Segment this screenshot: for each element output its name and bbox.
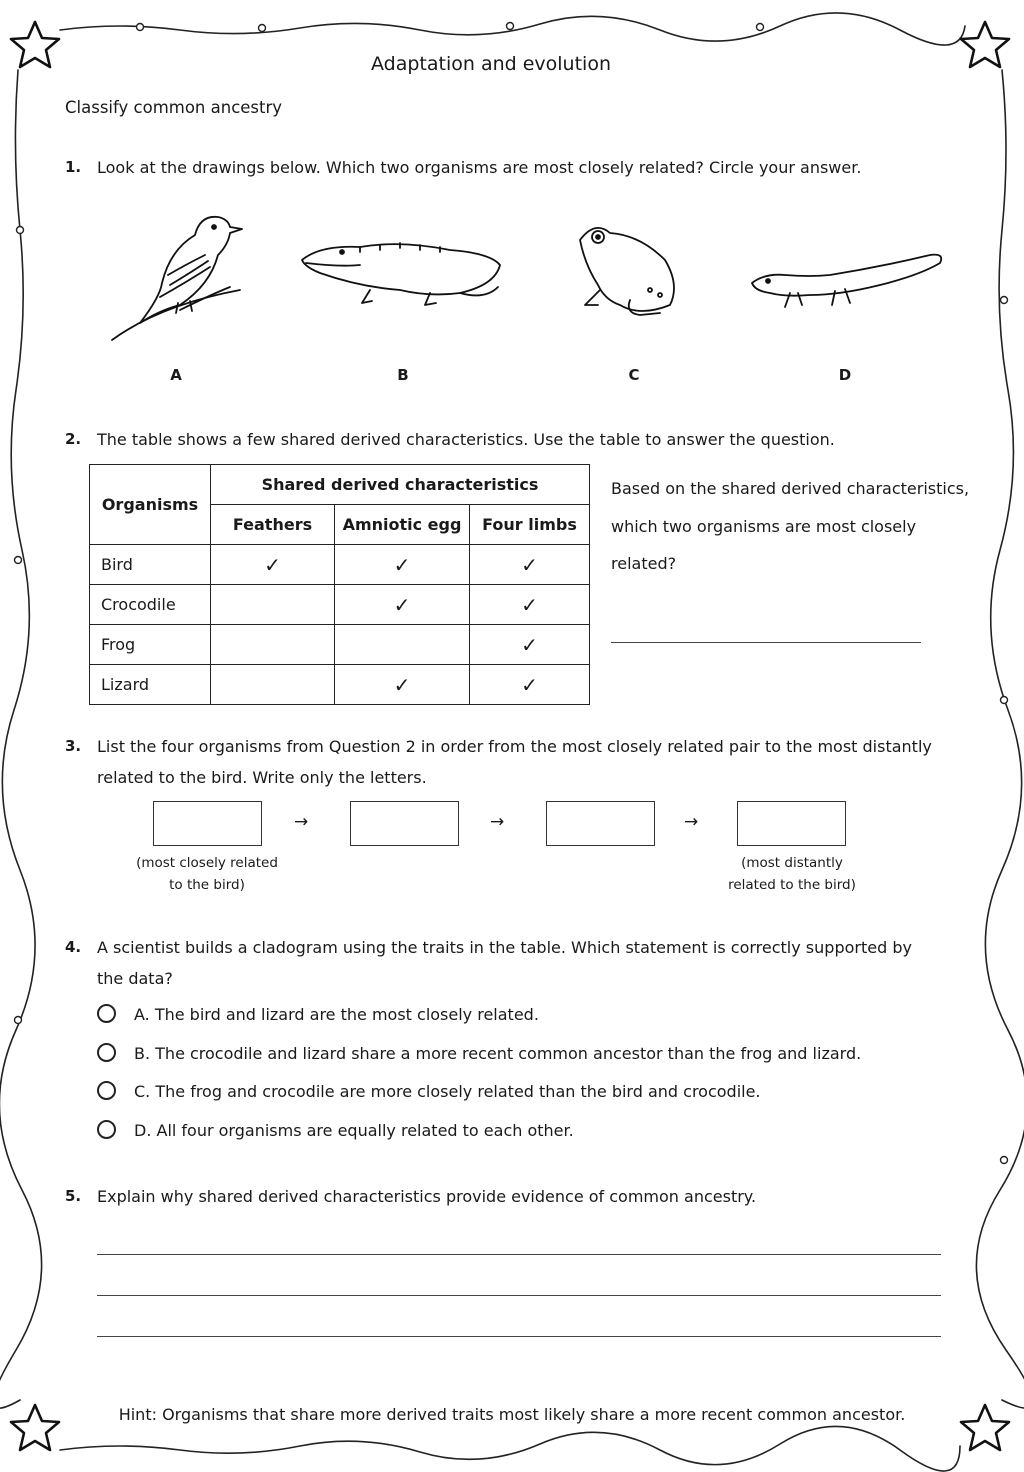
check-cell — [211, 585, 335, 625]
arrow-icon: → — [684, 812, 699, 832]
row-label-frog: Frog — [90, 625, 211, 665]
check-cell: ✓ — [335, 545, 470, 585]
answer-box-2[interactable] — [350, 801, 459, 846]
question-2-text: The table shows a few shared derived characteristics. Use the table to answer the question. — [97, 430, 835, 449]
radio-circle-icon[interactable] — [97, 1043, 116, 1062]
answer-box-4[interactable] — [737, 801, 846, 846]
option-d[interactable] — [97, 1121, 574, 1141]
question-1-text: Look at the drawings below. Which two organisms are most closely related? Circle your answer. — [97, 158, 862, 177]
check-cell: ✓ — [470, 545, 590, 585]
table-row — [90, 625, 590, 665]
question-3-line-1: List the four organisms from Question 2 in order from the most closely related pair to the most distantly — [97, 737, 932, 756]
caption-line: (most distantly — [741, 855, 843, 871]
page-subtitle: Classify common ancestry — [65, 98, 283, 117]
question-4-number: 4. — [65, 938, 82, 956]
bird-drawing — [112, 217, 242, 340]
option-b[interactable] — [97, 1044, 861, 1064]
organism-label-a: A — [170, 366, 182, 384]
option-c-text: C. The frog and crocodile are more closely related than the bird and crocodile. — [134, 1082, 761, 1101]
organism-label-c: C — [628, 366, 640, 384]
check-cell: ✓ — [335, 585, 470, 625]
arrow-icon: → — [294, 812, 309, 832]
question-5-answer-line[interactable] — [97, 1336, 941, 1337]
traits-table — [89, 464, 590, 705]
check-cell — [211, 665, 335, 705]
organism-label-b: B — [397, 366, 409, 384]
option-a-text: A. The bird and lizard are the most closely related. — [134, 1005, 539, 1024]
shared-characteristics-header: Shared derived characteristics — [211, 465, 590, 505]
question-5-text: Explain why shared derived characteristics provide evidence of common ancestry. — [97, 1187, 757, 1206]
question-2-prompt-line: related? — [611, 554, 677, 573]
column-header-amniotic-egg: Amniotic egg — [335, 505, 470, 545]
check-cell: ✓ — [470, 625, 590, 665]
option-c[interactable] — [97, 1082, 761, 1102]
question-2-prompt-line: Based on the shared derived characteristics, — [611, 479, 970, 498]
option-d-text: D. All four organisms are equally related to each other. — [134, 1121, 574, 1140]
caption-line: related to the bird) — [728, 877, 856, 893]
caption-most-distantly-related — [702, 852, 882, 896]
table-row — [90, 665, 590, 705]
question-2-number: 2. — [65, 430, 82, 448]
radio-circle-icon[interactable] — [97, 1004, 116, 1023]
check-cell — [211, 625, 335, 665]
question-1-number: 1. — [65, 158, 82, 176]
check-cell: ✓ — [211, 545, 335, 585]
question-3-number: 3. — [65, 737, 82, 755]
answer-box-3[interactable] — [546, 801, 655, 846]
hint-text: Hint: Organisms that share more derived traits most likely share a more recent common ancestor. — [118, 1405, 906, 1424]
question-2-prompt-line: which two organisms are most closely — [611, 516, 917, 536]
caption-line: (most closely related — [136, 855, 278, 871]
option-b-text: B. The crocodile and lizard share a more recent common ancestor than the frog and lizard. — [134, 1044, 862, 1063]
question-4-line-2: the data? — [97, 969, 173, 988]
option-a[interactable] — [97, 1005, 539, 1025]
row-label-bird: Bird — [90, 545, 211, 585]
column-header-four-limbs: Four limbs — [470, 505, 590, 545]
row-label-lizard: Lizard — [90, 665, 211, 705]
check-cell — [335, 625, 470, 665]
check-cell: ✓ — [335, 665, 470, 705]
organism-drawings — [100, 205, 960, 350]
check-cell: ✓ — [470, 585, 590, 625]
arrow-icon: → — [490, 812, 505, 832]
answer-box-1[interactable] — [153, 801, 262, 846]
caption-most-closely-related — [117, 852, 297, 896]
question-5-answer-line[interactable] — [97, 1254, 941, 1255]
row-label-crocodile: Crocodile — [90, 585, 211, 625]
question-2-answer-line[interactable] — [611, 642, 921, 643]
radio-circle-icon[interactable] — [97, 1120, 116, 1139]
question-3-line-2: related to the bird. Write only the letters. — [97, 768, 427, 787]
question-2-prompt — [611, 470, 971, 583]
table-row — [90, 545, 590, 585]
organisms-header: Organisms — [90, 465, 211, 545]
page-title: Adaptation and evolution — [370, 53, 611, 75]
check-cell: ✓ — [470, 665, 590, 705]
radio-circle-icon[interactable] — [97, 1081, 116, 1100]
caption-line: to the bird) — [169, 877, 245, 893]
frog-drawing — [580, 228, 674, 315]
crocodile-drawing — [302, 243, 500, 305]
table-row — [90, 585, 590, 625]
question-5-answer-line[interactable] — [97, 1295, 941, 1296]
question-5-number: 5. — [65, 1187, 82, 1205]
column-header-feathers: Feathers — [211, 505, 335, 545]
organism-label-d: D — [838, 366, 852, 384]
lizard-drawing — [752, 255, 941, 307]
question-4-line-1: A scientist builds a cladogram using the traits in the table. Which statement is correctly supported by — [97, 938, 912, 957]
